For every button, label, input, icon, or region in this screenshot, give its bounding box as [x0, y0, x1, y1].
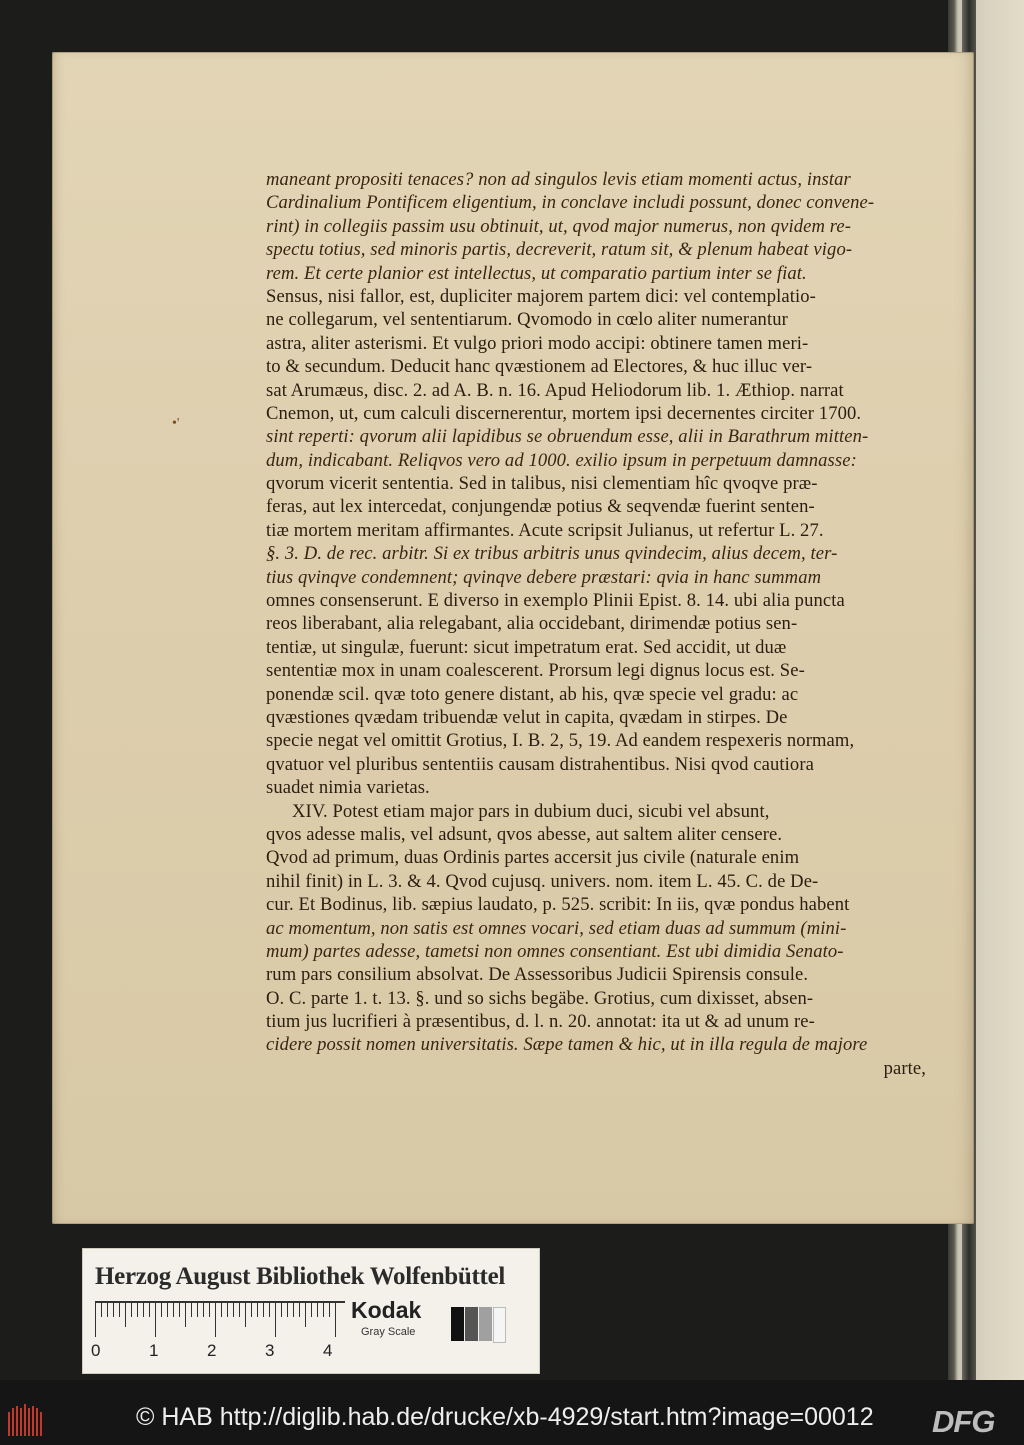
ruler-tick	[167, 1303, 168, 1317]
ruler-tick	[287, 1303, 288, 1317]
ink-stain-icon: •'	[172, 416, 180, 431]
ruler-tick	[323, 1303, 324, 1317]
dfg-logo[interactable]: DFG	[932, 1404, 995, 1439]
text-line: qvatuor vel pluribus sententiis causam distrahentibus. Nisi qvod cautiora	[266, 753, 814, 775]
ruler-tick	[311, 1303, 312, 1317]
ruler-number: 1	[149, 1341, 159, 1360]
text-line: XIV. Potest etiam major pars in dubium duci, sicubi vel absunt,	[292, 800, 770, 822]
gray-scale-swatches	[451, 1307, 511, 1341]
gray-swatch-dark	[465, 1307, 478, 1341]
copyright-url[interactable]: © HAB http://diglib.hab.de/drucke/xb-4929/start.htm?image=00012	[136, 1403, 874, 1431]
ruler-tick	[245, 1303, 246, 1327]
ruler-tick	[263, 1303, 264, 1317]
text-line: tentiæ, ut singulæ, fuerunt: sicut impetratum erat. Sed accidit, ut duæ	[266, 636, 787, 658]
ruler-tick	[239, 1303, 240, 1317]
text-line: specie negat vel omittit Grotius, I. B. 2, 5, 19. Ad eandem respexeris normam,	[266, 730, 855, 752]
text-line: sententiæ mox in unam coalescerent. Prorsum legi dignus locus est. Se-	[266, 660, 805, 682]
ruler-tick	[143, 1303, 144, 1317]
institution-name: Herzog August Bibliothek Wolfenbüttel	[95, 1263, 506, 1290]
ruler-number: 4	[323, 1341, 333, 1360]
text-line: O. C. parte 1. t. 13. §. und so sichs begäbe. Grotius, cum dixisset, absen-	[266, 987, 814, 1009]
ruler-tick	[227, 1303, 228, 1317]
ruler-tick	[299, 1303, 300, 1317]
ruler-tick	[329, 1303, 330, 1317]
ruler-tick	[275, 1303, 276, 1337]
gray-swatch-black	[451, 1307, 464, 1341]
text-line: Sensus, nisi fallor, est, dupliciter majorem partem dici: vel contemplatio-	[266, 285, 816, 307]
ruler-tick	[101, 1303, 102, 1317]
ruler-tick	[107, 1303, 108, 1317]
text-line: maneant propositi tenaces? non ad singulos levis etiam momenti actus, instar	[266, 169, 851, 190]
text-line: §. 3. D. de rec. arbitr. Si ex tribus arbitris unus qvindecim, alius decem, ter-	[266, 543, 838, 565]
ruler-tick	[293, 1303, 294, 1317]
ruler-tick	[305, 1303, 306, 1327]
text-line: spectu totius, sed minoris partis, decreverit, ratum sit, & plenum habeat vigo-	[266, 239, 853, 261]
ruler-tick	[149, 1303, 150, 1317]
scale-ruler	[95, 1301, 345, 1343]
text-line: rint) in collegiis passim usu obtinuit, ut, qvod major numerus, non qvidem re-	[266, 215, 852, 237]
ruler-tick	[251, 1303, 252, 1317]
text-line: qvæstiones qvædam tribuendæ velut in capita, qvædam in stirpes. De	[266, 706, 788, 728]
text-line: nihil finit) in L. 3. & 4. Qvod cujusq. univers. nom. item L. 45. C. de De-	[266, 870, 819, 892]
text-line: ne collegarum, vel sententiarum. Qvomodo in cœlo aliter numerantur	[266, 309, 788, 331]
ruler-tick	[209, 1303, 210, 1317]
text-line: tiæ mortem meritam affirmantes. Acute scripsit Julianus, ut refertur L. 27.	[266, 519, 824, 541]
ruler-tick	[335, 1303, 336, 1337]
ruler-tick	[161, 1303, 162, 1317]
gray-swatch-mid	[479, 1307, 492, 1341]
text-line: suadet nimia varietas.	[266, 777, 430, 799]
library-label-card	[82, 1248, 540, 1374]
kodak-subtitle: Gray Scale	[361, 1326, 416, 1338]
text-line: omnes consenserunt. E diverso in exemplo Plinii Epist. 8. 14. ubi alia puncta	[266, 590, 845, 612]
text-line: ponendæ scil. qvæ toto genere distant, ab his, qvæ specie vel gradu: ac	[266, 683, 799, 705]
text-line: cidere possit nomen universitatis. Sæpe tamen & hic, ut in illa regula de majore	[266, 1034, 868, 1056]
gray-swatch-light	[493, 1307, 506, 1343]
ruler-tick	[233, 1303, 234, 1317]
text-line: Qvod ad primum, duas Ordinis partes accersit jus civile (naturale enim	[266, 847, 800, 869]
text-line: qvos adesse malis, vel adsunt, qvos abesse, aut saltem aliter censere.	[266, 823, 783, 845]
kodak-brand: Kodak	[351, 1297, 422, 1323]
ruler-tick	[119, 1303, 120, 1317]
page-text-block	[266, 168, 926, 1080]
ruler-tick	[113, 1303, 114, 1317]
text-line: Cnemon, ut, cum calculi discernerentur, mortem ipsi decernentes circiter 1700.	[266, 402, 862, 424]
text-line: sint reperti: qvorum alii lapidibus se obruendum esse, alii in Barathrum mitten-	[266, 426, 869, 448]
footer-bar	[0, 1402, 1024, 1445]
book-page	[52, 52, 974, 1224]
text-line: parte,	[883, 1057, 926, 1079]
ruler-tick	[95, 1303, 96, 1337]
text-line: dum, indicabant. Reliqvos vero ad 1000. exilio ipsum in perpetuum damnasse:	[266, 449, 857, 471]
text-line: reos liberabant, alia relegabant, alia occidebant, dirimendæ potius sen-	[266, 613, 798, 635]
ruler-tick	[185, 1303, 186, 1327]
ruler-number: 3	[265, 1341, 275, 1360]
text-line: cur. Et Bodinus, lib. sæpius laudato, p. 525. scribit: In iis, qvæ pondus habent	[266, 894, 850, 916]
ruler-tick	[173, 1303, 174, 1317]
ruler-tick	[317, 1303, 318, 1317]
ruler-tick	[281, 1303, 282, 1317]
ruler-tick	[131, 1303, 132, 1317]
ruler-tick	[179, 1303, 180, 1317]
ruler-tick	[203, 1303, 204, 1317]
ruler-tick	[215, 1303, 216, 1337]
text-line: astra, aliter asterismi. Et vulgo priori modo accipi: obtinere tamen meri-	[266, 332, 809, 354]
text-line: feras, aut lex intercedat, conjungendæ potius & seqvendæ fuerint senten-	[266, 496, 815, 518]
ruler-number: 2	[207, 1341, 217, 1360]
text-line: sat Arumæus, disc. 2. ad A. B. n. 16. Apud Heliodorum lib. 1. Æthiop. narrat	[266, 379, 844, 401]
text-line: rem. Et certe planior est intellectus, ut comparatio partium inter se fiat.	[266, 262, 807, 284]
text-line: rum pars consilium absolvat. De Assessoribus Judicii Spirensis consule.	[266, 964, 809, 986]
ruler-number: 0	[91, 1341, 101, 1360]
hab-barcode-logo-icon	[6, 1402, 46, 1440]
ruler-tick	[125, 1303, 126, 1327]
ruler-tick	[269, 1303, 270, 1317]
text-line: mum) partes adesse, tametsi non omnes consentiant. Est ubi dimidia Senato-	[266, 940, 844, 962]
ruler-tick	[257, 1303, 258, 1317]
text-line: tius qvinqve condemnent; qvinqve debere præstari: qvia in hanc summam	[266, 566, 822, 588]
text-line: ac momentum, non satis est omnes vocari, sed etiam duas ad summum (mini-	[266, 917, 847, 939]
ruler-tick	[197, 1303, 198, 1317]
text-line: tium jus lucrifieri à præsentibus, d. l. n. 20. annotat: ita ut & ad unum re-	[266, 1011, 815, 1033]
ruler-tick	[155, 1303, 156, 1337]
ruler-tick	[137, 1303, 138, 1317]
text-line: to & secundum. Deducit hanc qvæstionem ad Electores, & huc illuc ver-	[266, 356, 813, 378]
ruler-tick	[221, 1303, 222, 1317]
text-line: qvorum vicerit sententia. Sed in talibus, nisi clementiam hîc qvoqve præ-	[266, 473, 818, 495]
text-line: Cardinalium Pontificem eligentium, in conclave includi possunt, donec convene-	[266, 192, 875, 214]
ruler-tick	[191, 1303, 192, 1317]
